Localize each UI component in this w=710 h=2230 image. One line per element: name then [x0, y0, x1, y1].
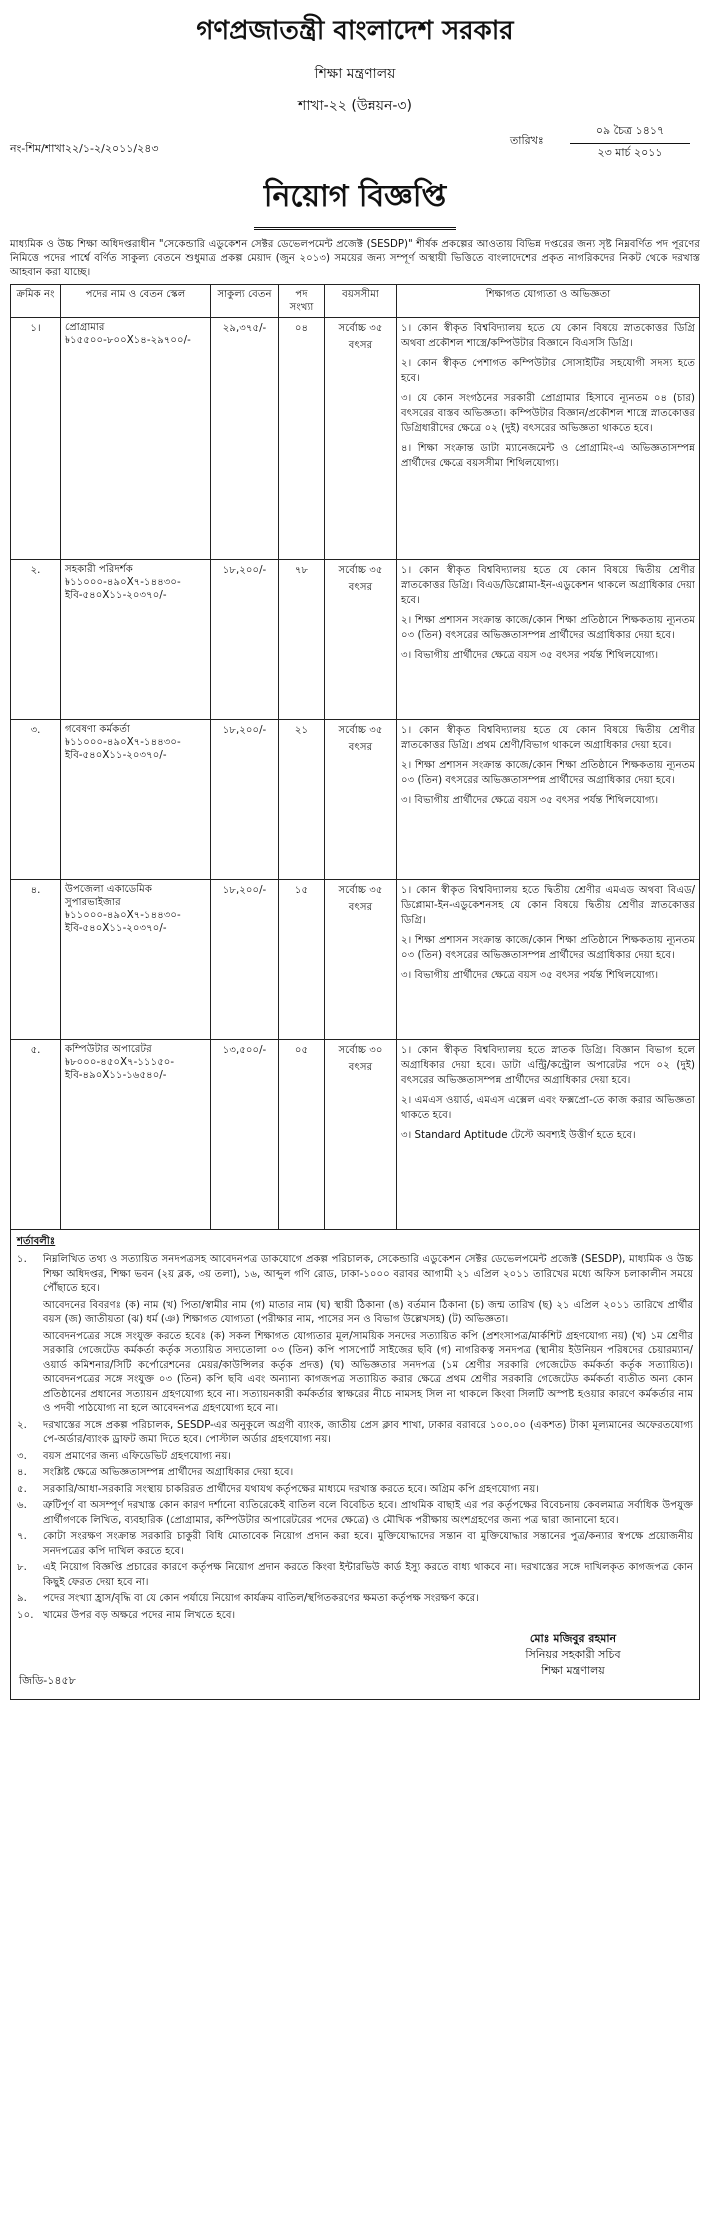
condition-item: [17, 1530, 693, 1559]
condition-text: এই নিয়োগ বিজ্ঞপ্তি প্রচারের কারণে কর্তৃপক্ষ নিয়োগ প্রদান করতে কিংবা ইন্টারভিউ কার্ড ইস্যু করতে বাধ্য থাকবে না। দরখাস্তের সঙ্গে দাখিলকৃত কাগজপত্র কোন কিছুই ফেরত দেয়া হবে না।: [43, 1562, 693, 1588]
post-cell: [61, 318, 211, 560]
condition-number: ৭.: [17, 1531, 27, 1542]
header-count: পদ সংখ্যা: [279, 285, 325, 318]
post-cell: [61, 880, 211, 1040]
signature-block: [473, 1631, 673, 1679]
gd-number: জিডি-১৪৫৮: [19, 1674, 76, 1687]
condition-item: [17, 1561, 693, 1590]
table-header-row: [11, 285, 700, 318]
signatory-office: শিক্ষা মন্ত্রণালয়: [541, 1664, 605, 1677]
row-serial: ২.: [11, 560, 61, 720]
post-cell: [61, 1040, 211, 1230]
qualification-item: ৩। Standard Aptitude টেস্টে অবশ্যই উত্তীর্ণ হতে হবে।: [401, 1130, 636, 1141]
notice-title: নিয়োগ বিজ্ঞপ্তি: [254, 172, 456, 230]
qualification-cell: [397, 560, 700, 720]
notice-header: [10, 10, 700, 118]
post-name: সহকারী পরিদর্শক: [65, 564, 133, 575]
pay-scale: ৳১১০০০-৪৯০X৭-১৪৪৩০-ইবি-৫৪০X১১-২০৩৭০/-: [65, 910, 181, 934]
qualification-cell: [397, 720, 700, 880]
salary: ২৯,৩৭৫/-: [211, 318, 279, 560]
condition-number: ২.: [17, 1419, 27, 1431]
signatory-designation: সিনিয়র সহকারী সচিব: [525, 1648, 621, 1661]
signature-area: [17, 1625, 693, 1695]
post-count: ১৫: [279, 880, 325, 1040]
age-limit: সর্বোচ্চ ৩৫ বৎসর: [325, 720, 397, 880]
condition-number: ৫.: [17, 1483, 27, 1495]
condition-number: ৩.: [17, 1450, 27, 1462]
government-title: গণপ্রজাতন্ত্রী বাংলাদেশ সরকার: [196, 16, 514, 46]
condition-text: কোটা সংরক্ষণ সংক্রান্ত সরকারি চাকুরী বিধি মোতাবেক নিয়োগ প্রদান করা হবে। মুক্তিযোদ্ধাদের সন্তান বা মুক্তিযোদ্ধার সন্তানের পুত্র/কন্যার স্বপক্ষে প্রয়োজনীয় সনদপত্রের কপি দাখিল করতে হবে।: [43, 1531, 693, 1557]
condition-text: সংশ্লিষ্ট ক্ষেত্রে অভিজ্ঞতাসম্পন্ন প্রার্থীদের অগ্রাধিকার দেয়া হবে।: [43, 1467, 294, 1478]
row-serial: ৪.: [11, 880, 61, 1040]
salary: ১৮,২০০/-: [211, 720, 279, 880]
branch-name: শাখা-২২ (উন্নয়ন-৩): [298, 98, 412, 114]
condition-number: ৮.: [17, 1562, 27, 1573]
condition-item: [17, 1609, 693, 1624]
pay-scale: ৳৮০০০-৪৫০X৭-১১১৫০-ইবি-৪৯০X১১-১৬৫৪০/-: [65, 1057, 175, 1081]
qualification-item: ১। কোন স্বীকৃত বিশ্ববিদ্যালয় হতে দ্বিতীয় শ্রেণীর এমএড অথবা বিএড/ডিপ্লোমা-ইন-এডুকেশনসহ যে কোন বিষয়ে দ্বিতীয় শ্রেণীর স্নাতকোত্তর ডিগ্রি।: [401, 885, 695, 926]
post-count: ০৪: [279, 318, 325, 560]
date-bangla: ০৯ চৈত্র ১৪১৭: [570, 122, 690, 144]
qualification-item: ১। কোন স্বীকৃত বিশ্ববিদ্যালয় হতে যে কোন বিষয়ে স্নাতকোত্তর ডিগ্রি অথবা প্রকৌশল শাস্ত্রে/কম্পিউটার বিজ্ঞানে বিএসসি ডিগ্রি।: [401, 323, 695, 349]
memo-number: নং-শিম/শাখা২২/১-২/২০১১/২৪৩: [10, 142, 159, 155]
post-name: প্রোগ্রামার: [65, 322, 105, 333]
condition-number: ৬.: [17, 1500, 27, 1511]
date-english: ২৩ মার্চ ২০১১: [597, 146, 663, 159]
post-cell: [61, 560, 211, 720]
post-name: কম্পিউটার অপারেটর: [65, 1044, 152, 1055]
table-row: [11, 880, 700, 1040]
age-limit: সর্বোচ্চ ৩৫ বৎসর: [325, 318, 397, 560]
pay-scale: ৳১১০০০-৪৯০X৭-১৪৪৩০-ইবি-৫৪০X১১-২০৩৭০/-: [65, 737, 181, 761]
header-age: বয়সসীমা: [325, 285, 397, 318]
row-serial: ৫.: [11, 1040, 61, 1230]
condition-text: দরখাস্তের সঙ্গে প্রকল্প পরিচালক, SESDP-এর অনুকূলে অগ্রণী ব্যাংক, জাতীয় প্রেস ক্লাব শাখা, ঢাকার বরাবরে ১০০.০০ (একশত) টাকা মূল্যমানের অফেরতযোগ্য পে-অর্ডার/ব্যাংক ড্রাফট জমা দিতে হবে। পোস্টাল অর্ডার গ্রহণযোগ্য নয়।: [43, 1419, 693, 1445]
qualification-item: ৪। শিক্ষা সংক্রান্ত ডাটা ম্যানেজমেন্ট ও প্রোগ্রামিং-এ অভিজ্ঞতাসম্পন্ন প্রার্থীদের ক্ষেত্রে বয়সসীমা শিথিলযোগ্য।: [401, 443, 695, 469]
qualification-item: ২। এমএস ওয়ার্ড, এমএস এক্সেল এবং ফক্সপ্রো-তে কাজ করার অভিজ্ঞতা থাকতে হবে।: [401, 1095, 695, 1121]
qualification-item: ১। কোন স্বীকৃত বিশ্ববিদ্যালয় হতে যে কোন বিষয়ে দ্বিতীয় শ্রেণীর স্নাতকোত্তর ডিগ্রি। বিএড/ডিপ্লোমা-ইন-এডুকেশন থাকলে অগ্রাধিকার দেয়া হবে।: [401, 565, 695, 606]
header-salary: সাকুল্য বেতন: [211, 285, 279, 318]
qualification-item: ২। শিক্ষা প্রশাসন সংক্রান্ত কাজে/কোন শিক্ষা প্রতিষ্ঠানে শিক্ষকতায় ন্যূনতম ০৩ (তিন) বৎসরের অভিজ্ঞতাসম্পন্ন প্রার্থীদের অগ্রাধিকার দেয়া হবে।: [401, 615, 695, 641]
salary: ১৮,২০০/-: [211, 560, 279, 720]
table-row: [11, 560, 700, 720]
condition-text: সরকারি/আধা-সরকারি সংস্থায় চাকরিরত প্রার্থীদের যথাযথ কর্তৃপক্ষের মাধ্যমে দরখাস্ত করতে হবে। অগ্রিম কপি গ্রহণযোগ্য নয়।: [43, 1483, 539, 1495]
condition-number: ১.: [17, 1254, 27, 1265]
header-post: পদের নাম ও বেতন স্কেল: [61, 285, 211, 318]
age-limit: সর্বোচ্চ ৩৫ বৎসর: [325, 880, 397, 1040]
condition-number: ৪.: [17, 1467, 27, 1478]
qualification-cell: [397, 1040, 700, 1230]
condition-text: খামের উপর বড় অক্ষরে পদের নাম লিখতে হবে।: [43, 1609, 236, 1621]
row-serial: ৩.: [11, 720, 61, 880]
condition-item: [17, 1466, 693, 1481]
date-label: তারিখঃ: [510, 134, 544, 147]
header-qualification: শিক্ষাগত যোগ্যতা ও অভিজ্ঞতা: [397, 285, 700, 318]
condition-item: [17, 1330, 693, 1417]
condition-text: পদের সংখ্যা হ্রাস/বৃদ্ধি বা যে কোন পর্যায়ে নিয়োগ কার্যক্রম বাতিল/স্থগিতকরণের ক্ষমতা কর্তৃপক্ষ সংরক্ষণ করে।: [43, 1593, 479, 1604]
conditions-section: [10, 1230, 700, 1700]
age-limit: সর্বোচ্চ ৩০ বৎসর: [325, 1040, 397, 1230]
condition-item: [17, 1499, 693, 1528]
condition-item: [17, 1483, 693, 1498]
qualification-item: ২। কোন স্বীকৃত পেশাগত কম্পিউটার সোসাইটির সহযোগী সদস্য হতে হবে।: [401, 358, 695, 384]
condition-item: [17, 1253, 693, 1297]
signatory-name: মোঃ মজিবুর রহমান: [529, 1632, 617, 1645]
condition-text: আবেদনপত্রের সঙ্গে সংযুক্ত করতে হবেঃ (ক) সকল শিক্ষাগত যোগ্যতার মূল/সাময়িক সনদের সত্যায়িত কপি (প্রশংসাপত্র/মার্কশিট গ্রহণযোগ্য নয়) (খ) ১ম শ্রেণীর সরকারি গেজেটেড কর্মকর্তা কর্তৃক সত্যায়িত সদ্যতোলা ০৩ (তিন) কপি পাসপোর্ট সাইজের ছবি (গ) নাগরিকত্ব সনদপত্র (স্থানীয় ইউনিয়ন পরিষদের চেয়ারম্যান/ওয়ার্ড কমিশনার/সিটি কর্পোরেশনের মেয়র/কাউন্সিলর কর্তৃক প্রদত্ত) (ঘ) অভিজ্ঞতার সনদপত্র (১ম শ্রেণীর সরকারি গেজেটেড কর্মকর্তা কর্তৃক সত্যায়িত)। আবেদনপত্রের সঙ্গে সংযুক্ত ০৩ (তিন) কপি ছবি এবং অন্যান্য কাগজপত্র সত্যায়িত করার ক্ষেত্রে প্রথম শ্রেণীর সরকারি গেজেটেড কর্মকর্তা ব্যতীত অন্য কোন প্রতিষ্ঠানের প্রধানের সত্যায়ন গ্রহণযোগ্য হবে না। সত্যায়নকারী কর্মকর্তার স্বাক্ষরের নীচে নামসহ সিল না থাকলে কিংবা সিলটি অস্পষ্ট হওয়ার কারণে কর্মকর্তার নাম ও পদবী পাঠযোগ্য না হলে আবেদনপত্র গ্রহণযোগ্য হবে না।: [43, 1330, 693, 1414]
condition-item: [17, 1419, 693, 1448]
table-row: [11, 720, 700, 880]
condition-item: [17, 1299, 693, 1328]
post-count: ০৫: [279, 1040, 325, 1230]
header-serial: ক্রমিক নং: [11, 285, 61, 318]
qualification-item: ২। শিক্ষা প্রশাসন সংক্রান্ত কাজে/কোন শিক্ষা প্রতিষ্ঠানে শিক্ষকতায় ন্যূনতম ০৩ (তিন) বৎসরের অভিজ্ঞতাসম্পন্ন প্রার্থীদের অগ্রাধিকার দেয়া হবে।: [401, 760, 695, 786]
notice-page: [10, 10, 700, 2210]
age-limit: সর্বোচ্চ ৩৫ বৎসর: [325, 560, 397, 720]
qualification-item: ২। শিক্ষা প্রশাসন সংক্রান্ত কাজে/কোন শিক্ষা প্রতিষ্ঠানে শিক্ষকতায় ন্যূনতম ০৩ (তিন) বৎসরের অভিজ্ঞতাসম্পন্ন প্রার্থীদের অগ্রাধিকার দেয়া হবে।: [401, 935, 695, 961]
table-row: [11, 318, 700, 560]
condition-item: [17, 1592, 693, 1607]
post-count: ২১: [279, 720, 325, 880]
conditions-title: শর্তাবলীঃ: [17, 1236, 56, 1247]
condition-text: নিম্নলিখিত তথ্য ও সত্যায়িত সনদপত্রসহ আবেদনপত্র ডাকযোগে প্রকল্প পরিচালক, সেকেন্ডারি এডুকেশন সেক্টর ডেভেলপমেন্ট প্রজেক্ট (SESDP), মাধ্যমিক ও উচ্চ শিক্ষা অধিদপ্তর, শিক্ষা ভবন (২য় ব্লক, ৩য় তলা), ১৬, আব্দুল গণি রোড, ঢাকা-১০০০ বরাবর আগামী ২১ এপ্রিল ২০১১ তারিখের মধ্যে অফিস চলাকালীন সময়ে পৌঁছাতে হবে।: [43, 1254, 693, 1294]
qualification-item: ৩। বিভাগীয় প্রার্থীদের ক্ষেত্রে বয়স ৩৫ বৎসর পর্যন্ত শিথিলযোগ্য।: [401, 795, 659, 806]
table-row: [11, 1040, 700, 1230]
qualification-cell: [397, 318, 700, 560]
reference-row: [10, 122, 700, 166]
condition-number: ১০.: [17, 1609, 34, 1621]
pay-scale: ৳১৫৫০০-৮০০X১৪-২৯৭০০/-: [65, 335, 191, 346]
condition-text: বয়স প্রমাণের জন্য এফিডেভিট গ্রহণযোগ্য নয়।: [43, 1450, 231, 1462]
condition-text: ত্রুটিপূর্ণ বা অসম্পূর্ণ দরখাস্ত কোন কারণ দর্শানো ব্যতিরেকেই বাতিল বলে বিবেচিত হবে। প্রাথমিক বাছাই এর পর কর্তৃপক্ষের বিবেচনায় কেবলমাত্র সর্বাধিক উপযুক্ত প্রার্থীগণকে লিখিত, ব্যবহারিক (প্রোগ্রামার, কম্পিউটার অপারেটরের পদের ক্ষেত্রে) ও মৌখিক পরীক্ষায় অংশগ্রহণের জন্য পত্র দ্বারা জানানো হবে।: [43, 1500, 693, 1526]
row-serial: ১।: [11, 318, 61, 560]
qualification-cell: [397, 880, 700, 1040]
post-name: গবেষণা কর্মকর্তা: [65, 724, 130, 735]
qualification-item: ১। কোন স্বীকৃত বিশ্ববিদ্যালয় হতে স্নাতক ডিগ্রি। বিজ্ঞান বিভাগ হলে অগ্রাধিকার দেয়া হবে। ডাটা এন্ট্রি/কন্ট্রোল অপারেটর পদে ০২ (দুই) বৎসরের অভিজ্ঞতাসম্পন্ন প্রার্থীদের অগ্রাধিকার দেয়া হবে।: [401, 1045, 695, 1086]
posts-table: [10, 284, 700, 1230]
post-cell: [61, 720, 211, 880]
condition-number: [17, 1330, 43, 1417]
condition-text: আবেদনের বিবরণঃ (ক) নাম (খ) পিতা/স্বামীর নাম (গ) মাতার নাম (ঘ) স্থায়ী ঠিকানা (ঙ) বর্তমান ঠিকানা (চ) জন্ম তারিখ (ছ) ২১ এপ্রিল ২০১১ তারিখে প্রার্থীর বয়স (জ) জাতীয়তা (ঝ) ধর্ম (ঞ) শিক্ষাগত যোগ্যতা (পরীক্ষার নাম, পাসের সন ও বিভাগ উল্লেখসহ) (ট) অভিজ্ঞতা।: [43, 1299, 693, 1325]
salary: ১৩,৫০০/-: [211, 1040, 279, 1230]
condition-number: [17, 1299, 43, 1328]
qualification-item: ১। কোন স্বীকৃত বিশ্ববিদ্যালয় হতে যে কোন বিষয়ে দ্বিতীয় শ্রেণীর স্নাতকোত্তর ডিগ্রি। প্রথম শ্রেণী/বিভাগ থাকলে অগ্রাধিকার দেয়া হবে।: [401, 725, 695, 751]
intro-paragraph: মাধ্যমিক ও উচ্চ শিক্ষা অধিদপ্তরাধীন "সেকেন্ডারি এডুকেশন সেক্টর ডেভেলপমেন্ট প্রজেক্ট (SESDP)" শীর্ষক প্রকল্পের আওতায় বিভিন্ন দপ্তরের জন্য সৃষ্ট নিম্নবর্ণিত পদ পূরণের নিমিত্তে পদের পার্শ্বে বর্ণিত সাকুল্য বেতনে শুধুমাত্র প্রকল্প মেয়াদ (জুন ২০১৩) সময়ের জন্য সম্পূর্ণ অস্থায়ী ভিত্তিতে বাংলাদেশের প্রকৃত নাগরিকদের নিকট থেকে দরখাস্ত আহবান করা যাচ্ছে।: [10, 239, 700, 278]
salary: ১৮,২০০/-: [211, 880, 279, 1040]
qualification-item: ৩। বিভাগীয় প্রার্থীদের ক্ষেত্রে বয়স ৩৫ বৎসর পর্যন্ত শিথিলযোগ্য।: [401, 650, 659, 661]
condition-item: [17, 1450, 693, 1465]
condition-number: ৯.: [17, 1593, 27, 1604]
ministry-name: শিক্ষা মন্ত্রণালয়: [314, 66, 396, 82]
post-name: উপজেলা একাডেমিক সুপারভাইজার: [65, 884, 152, 908]
pay-scale: ৳১১০০০-৪৯০X৭-১৪৪৩০-ইবি-৫৪০X১১-২০৩৭০/-: [65, 577, 181, 601]
qualification-item: ৩। যে কোন সংগঠনের সরকারী প্রোগ্রামার হিসাবে ন্যূনতম ০৪ (চার) বৎসরের বাস্তব অভিজ্ঞতা। কম্পিউটার বিজ্ঞান/প্রকৌশল শাস্ত্রে স্নাতকোত্তর ডিগ্রিধারীদের ক্ষেত্রে ০২ (দুই) বৎসরের অভিজ্ঞতা থাকতে হবে।: [401, 393, 695, 434]
title-box: [10, 172, 700, 230]
post-count: ৭৮: [279, 560, 325, 720]
qualification-item: ৩। বিভাগীয় প্রার্থীদের ক্ষেত্রে বয়স ৩৫ বৎসর পর্যন্ত শিথিলযোগ্য।: [401, 970, 659, 981]
